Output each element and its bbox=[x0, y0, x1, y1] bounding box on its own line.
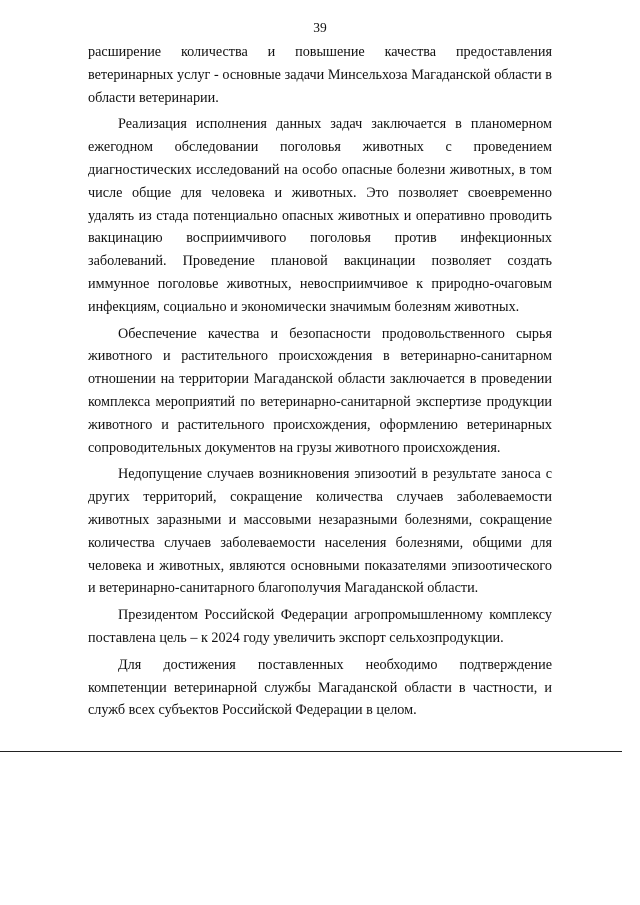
paragraph-competence: Для достижения поставленных необходимо подтверждение компетенции ветеринарной службы Магаданской области в частности, и служб всех субъектов Российской Федерации в целом. bbox=[88, 656, 552, 719]
paragraph-epizootic-prevention: Недопущение случаев возникновения эпизоотий в результате заноса с других территорий, сокращение количества случаев заболеваемости животных заразными и массовыми незаразными болезнями, сокращение количества случаев заболеваемости населения болезнями, общими для человека и животных, являются основными показателями эпизоотического и ветеринарно-санитарного благополучия Магаданской области. bbox=[88, 466, 552, 597]
paragraph-implementation: Реализация исполнения данных задач заключается в планомерном ежегодном обследовании поголовья животных с проведением диагностических исследований на особо опасные болезни животных, в том числе общие для человека и животных. Это позволяет своевременно удалять из стада потенциально опасных животных и оперативно проводить вакцинацию восприимчивого поголовья против инфекционных заболеваний. Проведение плановой вакцинации позволяет создать иммунное поголовье животных, невосприимчивое к природно-очаговым инфекциям, социально и экономически значимым болезням животных. bbox=[88, 116, 552, 315]
horizontal-divider bbox=[0, 751, 622, 752]
page-number: 39 bbox=[313, 20, 327, 35]
body-text bbox=[88, 41, 552, 722]
paragraph-continuation: расширение количества и повышение качества предоставления ветеринарных услуг - основные задачи Минсельхоза Магаданской области в области ветеринарии. bbox=[88, 44, 552, 106]
paragraph-food-safety: Обеспечение качества и безопасности продовольственного сырья животного и растительного происхождения в ветеринарно-санитарном отношении на территории Магаданской области заключается в проведении комплекса мероприятий по ветеринарно-санитарной экспертизе продукции животного и растительного происхождения, оформлению ветеринарных сопроводительных документов на грузы животного происхождения. bbox=[88, 325, 552, 456]
paragraph-export-goal: Президентом Российской Федерации агропромышленному комплексу поставлена цель – к 2024 году увеличить экспорт сельхозпродукции. bbox=[88, 607, 552, 646]
